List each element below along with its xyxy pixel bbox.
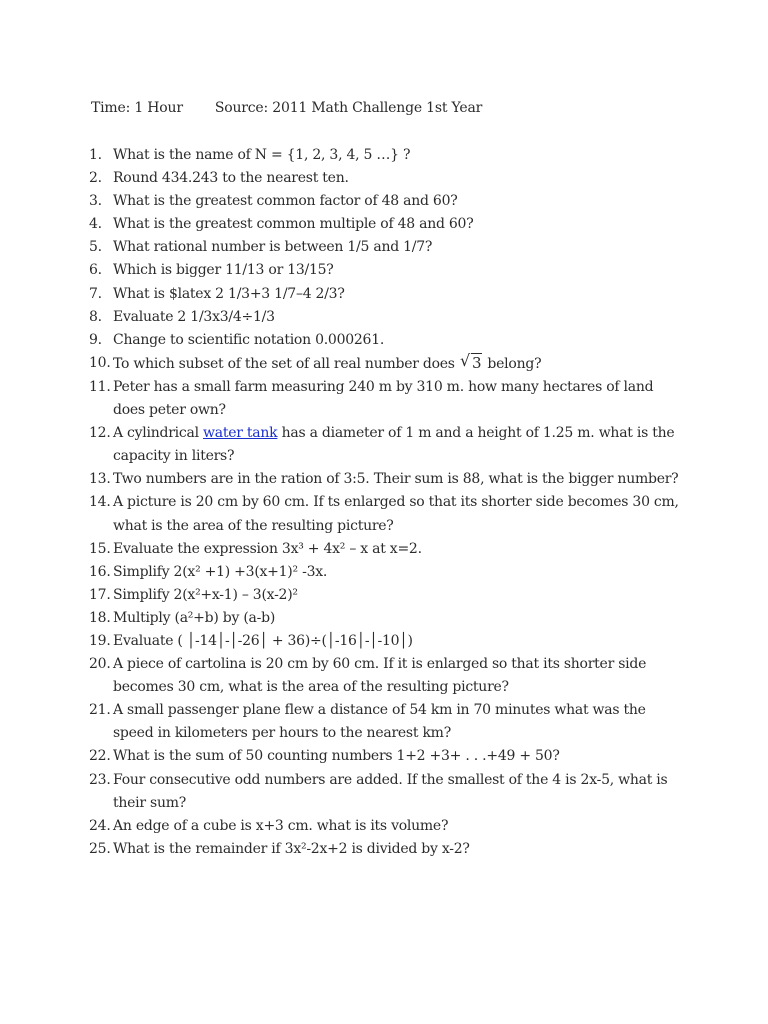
radicand: 3 <box>471 353 482 372</box>
question-item <box>89 838 679 861</box>
question-item <box>89 584 679 607</box>
question-number: 1. <box>89 147 102 163</box>
question-item <box>89 259 679 282</box>
question-text-part: A cylindrical <box>113 425 204 442</box>
question-item <box>89 653 679 699</box>
question-number: 7. <box>89 285 102 302</box>
question-item <box>89 283 679 306</box>
question-text: Evaluate the expression 3x³ + 4x² – x at x=2. <box>113 540 422 557</box>
question-number: 9. <box>89 331 102 348</box>
question-text: An edge of a cube is x+3 cm. what is its volume? <box>113 817 449 834</box>
question-item <box>89 167 679 190</box>
question-text: Which is bigger 11/13 or 13/15? <box>113 262 334 279</box>
question-text: What is the greatest common factor of 48 and 60? <box>113 193 458 210</box>
question-text: A small passenger plane flew a distance of 54 km in 70 minutes what was the speed in kilometers per hours to the nearest km? <box>113 702 646 742</box>
question-item <box>89 745 679 768</box>
question-text: What is the greatest common multiple of 48 and 60? <box>113 216 474 233</box>
question-text: Two numbers are in the ration of 3:5. Their sum is 88, what is the bigger number? <box>113 471 679 488</box>
question-list <box>89 144 679 861</box>
time-label: Time: 1 Hour <box>91 100 183 116</box>
question-text: Simplify 2(x²+x-1) – 3(x-2)² <box>113 586 298 603</box>
question-number: 11. <box>89 378 111 395</box>
question-text <box>113 425 674 464</box>
question-number: 18. <box>89 609 111 626</box>
question-number: 21. <box>89 702 111 719</box>
question-number: 23. <box>89 771 111 788</box>
question-text: What is $latex 2 1/3+3 1/7–4 2/3? <box>113 285 345 302</box>
question-item <box>89 607 679 630</box>
question-item <box>89 769 679 815</box>
question-item <box>89 144 679 167</box>
question-item <box>89 376 679 422</box>
question-number: 20. <box>89 656 111 673</box>
question-text-part: To which subset of the set of all real number does <box>113 355 459 372</box>
question-number: 22. <box>89 748 111 765</box>
question-item <box>89 306 679 329</box>
question-text: What is the sum of 50 counting numbers 1+2 +3+ . . .+49 + 50? <box>113 748 560 765</box>
question-item <box>89 699 679 745</box>
question-number: 16. <box>89 563 111 580</box>
question-text <box>113 350 542 372</box>
question-text: Evaluate ( │-14│-│-26│ + 36)÷(│-16│-│-10│) <box>113 632 413 649</box>
question-text: A piece of cartolina is 20 cm by 60 cm. If it is enlarged so that its shorter side becomes 30 cm, what is the area of the resulting picture? <box>113 656 647 696</box>
question-number: 13. <box>89 471 111 488</box>
question-item <box>89 213 679 236</box>
question-number: 5. <box>89 239 102 256</box>
question-number: 17. <box>89 586 111 603</box>
question-text: Evaluate 2 1/3x3/4÷1/3 <box>113 308 275 325</box>
question-item <box>89 190 679 213</box>
water-tank-link[interactable]: water tank <box>203 425 278 442</box>
question-text: Four consecutive odd numbers are added. If the smallest of the 4 is 2x-5, what is their sum? <box>113 771 668 811</box>
question-item <box>89 236 679 259</box>
question-text: Multiply (a²+b) by (a-b) <box>113 609 276 626</box>
question-text-part: has a diameter of 1 m and a height of 1.25 m. what is the capacity in liters? <box>113 425 675 465</box>
question-text: What is the name of N = {1, 2, 3, 4, 5 …} ? <box>113 147 411 163</box>
document-header <box>91 98 482 118</box>
question-text: Simplify 2(x² +1) +3(x+1)² -3x. <box>113 563 328 580</box>
question-text: Peter has a small farm measuring 240 m by 310 m. how many hectares of land does peter own? <box>113 378 654 419</box>
question-number: 6. <box>89 262 102 279</box>
question-text-part: belong? <box>483 355 542 372</box>
question-text: Round 434.243 to the nearest ten. <box>113 170 349 187</box>
question-number: 12. <box>89 425 111 442</box>
question-item <box>89 815 679 838</box>
question-number: 2. <box>89 170 102 187</box>
radical-sign-icon: √ <box>459 350 470 370</box>
source-label: Source: 2011 Math Challenge 1st Year <box>214 100 483 116</box>
question-item <box>89 352 679 376</box>
question-number: 25. <box>89 840 111 857</box>
question-number: 10. <box>89 354 111 371</box>
question-item <box>89 422 679 468</box>
question-item <box>89 561 679 584</box>
question-item <box>89 538 679 561</box>
question-text: A picture is 20 cm by 60 cm. If ts enlarged so that its shorter side becomes 30 cm, what is the area of the resulting picture? <box>113 494 679 534</box>
question-item <box>89 491 679 537</box>
question-number: 19. <box>89 632 111 649</box>
question-number: 15. <box>89 540 111 557</box>
question-text: What rational number is between 1/5 and 1/7? <box>113 239 433 256</box>
question-number: 24. <box>89 817 111 834</box>
question-item <box>89 630 679 653</box>
question-text: Change to scientific notation 0.000261. <box>113 331 385 348</box>
question-item <box>89 329 679 352</box>
question-text: What is the remainder if 3x²-2x+2 is divided by x-2? <box>113 840 470 857</box>
question-number: 3. <box>89 193 102 210</box>
question-number: 8. <box>89 308 102 325</box>
square-root-expression <box>460 352 482 376</box>
question-number: 14. <box>89 494 111 511</box>
question-number: 4. <box>89 216 102 233</box>
question-item <box>89 468 679 491</box>
